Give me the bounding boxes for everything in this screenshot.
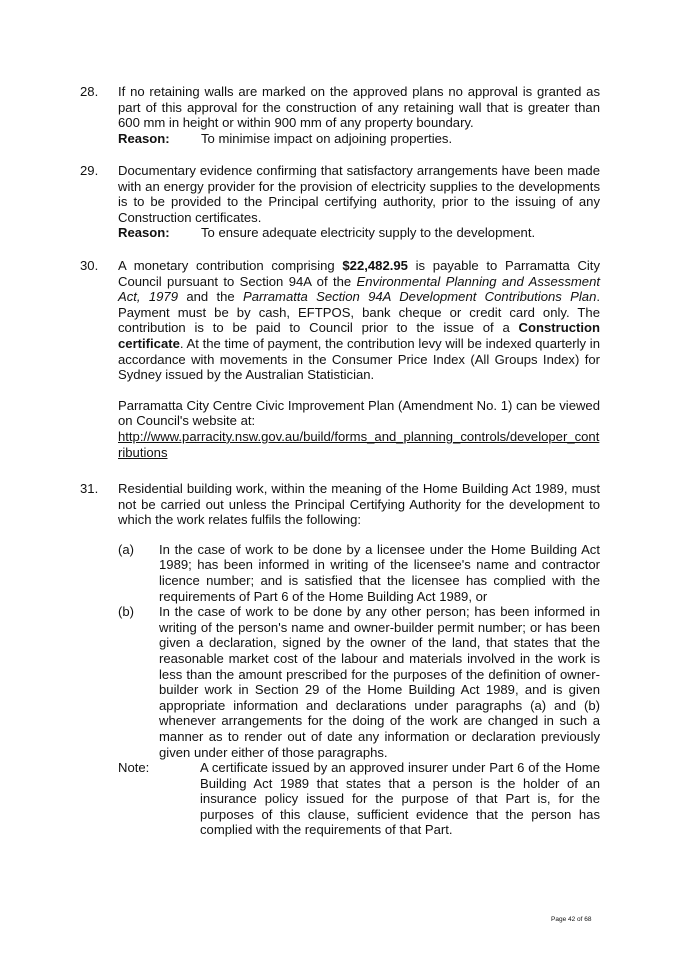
condition-28 bbox=[80, 84, 600, 146]
sub-clause-text: In the case of work to be done by a licensee under the Home Building Act 1989; has been informed in writing of the licensee's name and contractor licence number; and is satisfied that the licensee has complied with the requirements of Part 6 of the Home Building Act 1989, or bbox=[159, 541, 600, 604]
condition-number: 31. bbox=[80, 481, 99, 496]
text-run: is payable to Parramatta City Council pursuant to Section 94A of the bbox=[118, 258, 600, 289]
note bbox=[80, 760, 600, 838]
certificate-term: Construction certificate bbox=[118, 320, 600, 351]
sub-clause-a bbox=[118, 542, 600, 604]
condition-number: 28. bbox=[80, 84, 99, 99]
condition-text: Residential building work, within the meaning of the Home Building Act 1989, must not be carried out unless the Principal Certifying Authority for the development to which the work relates fulfils the following: bbox=[118, 481, 600, 528]
text-run: . Payment must be by cash, EFTPOS, bank cheque or credit card only. The contribution is to be paid to Council prior to the issue of a bbox=[118, 289, 600, 336]
plan-title: Parramatta Section 94A Development Contributions Plan bbox=[243, 289, 597, 305]
condition-number: 29. bbox=[80, 163, 99, 178]
condition-text: Documentary evidence confirming that satisfactory arrangements have been made with an energy provider for the provision of electricity supplies to the developments is to be provided to the Principal certifying authority, prior to the issuing of any Construction certificates. bbox=[118, 163, 600, 225]
page-number: Page 42 of 68 bbox=[551, 916, 592, 923]
act-title: Environmental Planning and Assessment Act, 1979 bbox=[118, 273, 600, 305]
reason-label: Reason: bbox=[118, 225, 170, 241]
note-text: A certificate issued by an approved insurer under Part 6 of the Home Building Act 1989 that states that a person is the holder of an insurance policy issued for the purpose of that Part is, for the purposes of this clause, sufficient evidence that the person has complied with the requirements of that Part. bbox=[200, 760, 600, 838]
condition-paragraph: Parramatta City Centre Civic Improvement Plan (Amendment No. 1) can be viewed on Council's website at: bbox=[118, 397, 600, 429]
condition-31 bbox=[80, 481, 600, 838]
council-website-link[interactable]: http://www.parracity.nsw.gov.au/build/forms_and_planning_controls/developer_contributions bbox=[118, 428, 600, 460]
text-run: . At the time of payment, the contribution levy will be indexed quarterly in accordance with movements in the Consumer Price Index (All Groups Index) for Sydney issued by the Australian Statistician. bbox=[118, 335, 600, 383]
condition-text bbox=[118, 258, 600, 383]
condition-number: 30. bbox=[80, 258, 99, 273]
reason-row bbox=[118, 225, 600, 241]
text-run: A monetary contribution comprising bbox=[118, 258, 343, 273]
sub-clause-text: In the case of work to be done by any other person; has been informed in writing of the person's name and owner-builder permit number; or has been given a declaration, signed by the owner of the land, that states that the reasonable market cost of the labour and materials involved in the work is less than the amount prescribed for the purposes of the definition of owner-builder work in Section 29 of the Home Building Act 1989, and is given appropriate information and declarations under paragraphs (a) and (b) whenever arrangements for the doing of the work are changed in such a manner as to render out of date any information or declaration previously given under either of those paragraphs. bbox=[159, 604, 600, 760]
reason-row bbox=[118, 131, 600, 147]
note-label: Note: bbox=[118, 760, 150, 776]
condition-text: If no retaining walls are marked on the approved plans no approval is granted as part of this approval for the construction of any retaining wall that is greater than 600 mm in height or within 900 mm of any property boundary. bbox=[118, 84, 600, 131]
condition-29 bbox=[80, 163, 600, 241]
sub-clause-label: (b) bbox=[118, 604, 135, 620]
reason-text: To minimise impact on adjoining properties. bbox=[201, 130, 453, 146]
reason-text: To ensure adequate electricity supply to the development. bbox=[201, 225, 536, 241]
contribution-amount: $22,482.95 bbox=[342, 258, 408, 273]
reason-label: Reason: bbox=[118, 130, 170, 146]
sub-clause-label: (a) bbox=[118, 541, 135, 557]
condition-30 bbox=[80, 258, 600, 460]
text-run: and the bbox=[178, 289, 244, 305]
sub-clause-b bbox=[118, 604, 600, 760]
